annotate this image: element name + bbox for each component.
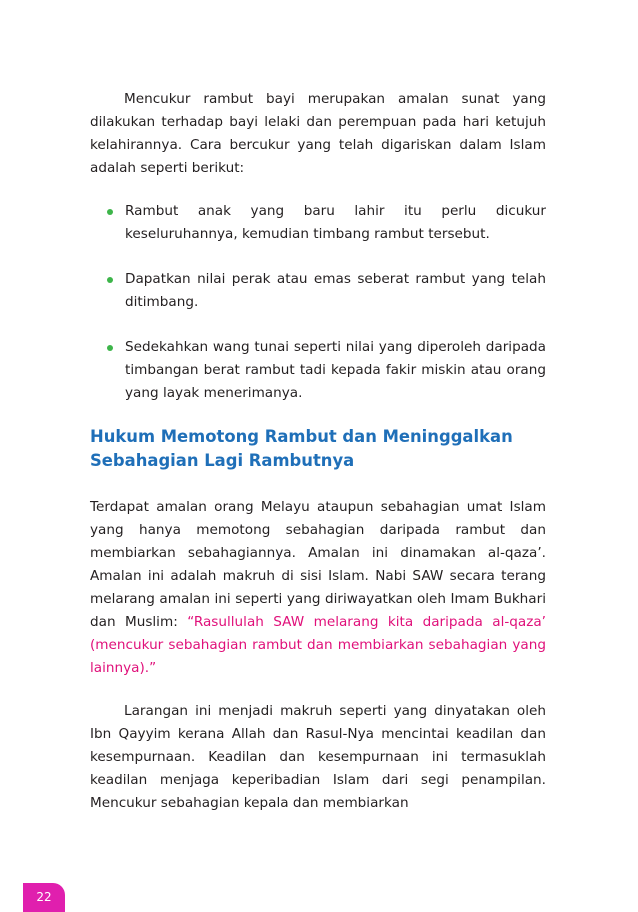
page-number: 22 [23,883,65,912]
bullet-dot-icon [107,209,113,215]
list-item-text: Dapatkan nilai perak atau emas seberat rambut yang telah ditimbang. [125,271,546,310]
list-item-text: Rambut anak yang baru lahir itu perlu dicukur keseluruhannya, kemudian timbang rambut tersebut. [125,203,546,242]
hadith-quote: “Rasullulah SAW melarang kita daripada al-qaza’ (mencukur sebahagian rambut dan membiarkan sebahagian yang lainnya).” [90,614,546,676]
list-item-text: Sedekahkan wang tunai seperti nilai yang diperoleh daripada timbangan berat rambut tadi kepada fakir miskin atau orang yang layak menerimanya. [125,339,546,401]
bullet-dot-icon [107,345,113,351]
list-item [90,268,546,314]
body-paragraph-2: Larangan ini menjadi makruh seperti yang dinyatakan oleh Ibn Qayyim kerana Allah dan Rasul-Nya mencintai keadilan dan kesempurnaan. Keadilan dan kesempurnaan ini termasuklah keadilan menjaga keperibadian Islam dari segi penampilan. Mencukur sebahagian kepala dan membiarkan [90,703,546,811]
body-paragraph [90,496,546,680]
section-heading: Hukum Memotong Rambut dan Meninggalkan Sebahagian Lagi Rambutnya [90,427,513,470]
paragraph-text: Terdapat amalan orang Melayu ataupun sebahagian umat Islam yang hanya memotong sebahagian daripada rambut dan membiarkan sebahagiannya. Amalan ini dinamakan al-qaza’. Amalan ini adalah makruh di sisi Islam. Nabi SAW secara terang melarang amalan ini seperti yang diriwayatkan oleh Imam Bukhari dan Muslim: [90,499,546,630]
intro-paragraph: Mencukur rambut bayi merupakan amalan sunat yang dilakukan terhadap bayi lelaki dan perempuan pada hari ketujuh kelahirannya. Cara bercukur yang telah digariskan dalam Islam adalah seperti berikut: [90,91,546,176]
list-item [90,200,546,246]
bullet-list [90,200,546,405]
page-content [90,88,546,815]
bullet-dot-icon [107,277,113,283]
list-item [90,336,546,405]
